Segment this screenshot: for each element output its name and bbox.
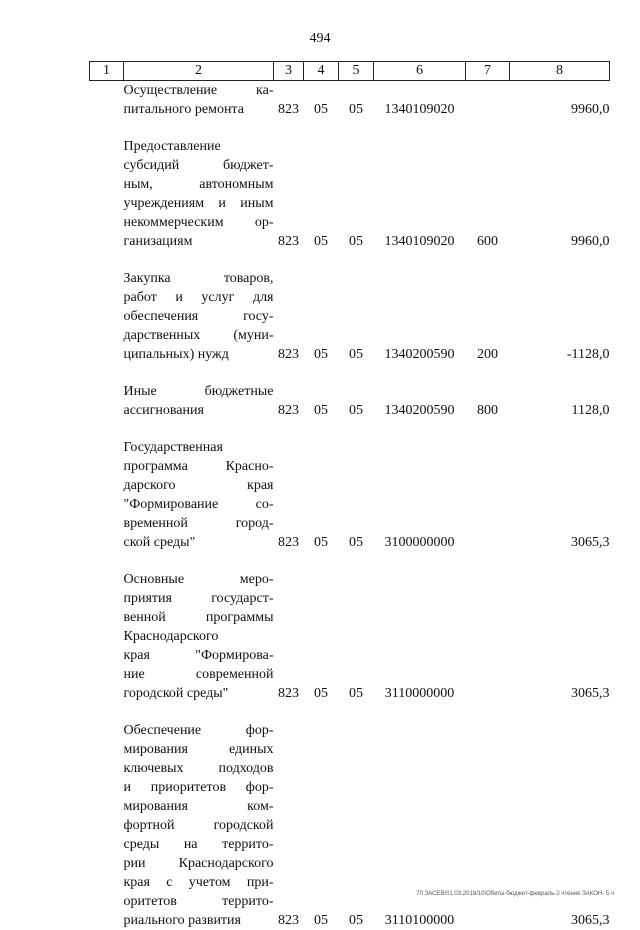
table-row: [90, 570, 610, 703]
spacer-cell: [90, 552, 610, 570]
target-article-cell: 3110000000: [374, 570, 466, 703]
target-article-cell: 1340200590: [374, 269, 466, 364]
table-row: [90, 721, 610, 930]
col-1-cell: [90, 382, 124, 420]
column-header: 8: [510, 62, 610, 81]
item-name-cell: [124, 81, 274, 120]
ministry-code-cell: 823: [274, 137, 304, 251]
item-name-line: приятия государст-: [124, 589, 274, 608]
table-row: [90, 81, 610, 120]
item-name-line: некоммерческим ор-: [124, 213, 274, 232]
ministry-code-cell: 823: [274, 570, 304, 703]
item-name-line: ключевых подходов: [124, 759, 274, 778]
target-article-cell: 1340200590: [374, 382, 466, 420]
subsection-code-cell: 05: [339, 721, 374, 930]
target-article-cell: 1340109020: [374, 137, 466, 251]
row-spacer: [90, 364, 610, 382]
ministry-code-cell: 823: [274, 81, 304, 120]
section-code-cell: 05: [304, 81, 339, 120]
item-name-line: рии Краснодарского: [124, 854, 274, 873]
spacer-cell: [90, 420, 610, 438]
section-code-cell: 05: [304, 137, 339, 251]
expense-type-cell: 800: [466, 382, 510, 420]
subsection-code-cell: 05: [339, 81, 374, 120]
section-code-cell: 05: [304, 721, 339, 930]
item-name-line: ганизациям: [124, 232, 274, 251]
table-row: [90, 269, 610, 364]
item-name-line: городской среды": [124, 684, 274, 703]
column-header: 2: [124, 62, 274, 81]
item-name-line: риального развития: [124, 911, 274, 930]
item-name-line: Основные меро-: [124, 570, 274, 589]
item-name-line: Краснодарского: [124, 627, 274, 646]
item-name-cell: [124, 382, 274, 420]
item-name-line: Иные бюджетные: [124, 382, 274, 401]
budget-table: [89, 61, 610, 930]
ministry-code-cell: 823: [274, 438, 304, 552]
item-name-line: ассигнования: [124, 401, 274, 420]
section-code-cell: 05: [304, 269, 339, 364]
item-name-line: ципальных) нужд: [124, 345, 274, 364]
col-1-cell: [90, 570, 124, 703]
item-name-line: Осуществление ка-: [124, 81, 274, 100]
expense-type-cell: [466, 438, 510, 552]
col-1-cell: [90, 137, 124, 251]
target-article-cell: 1340109020: [374, 81, 466, 120]
column-header: 3: [274, 62, 304, 81]
spacer-cell: [90, 364, 610, 382]
item-name-line: дарственных (муни-: [124, 326, 274, 345]
section-code-cell: 05: [304, 438, 339, 552]
item-name-line: субсидий бюджет-: [124, 156, 274, 175]
amount-cell: -1128,0: [510, 269, 610, 364]
expense-type-cell: [466, 721, 510, 930]
ministry-code-cell: 823: [274, 721, 304, 930]
column-header: 5: [339, 62, 374, 81]
item-name-line: учреждениям и иным: [124, 194, 274, 213]
table-row: [90, 137, 610, 251]
target-article-cell: 3100000000: [374, 438, 466, 552]
item-name-line: края с учетом при-: [124, 873, 274, 892]
item-name-cell: [124, 269, 274, 364]
subsection-code-cell: 05: [339, 570, 374, 703]
column-header: 1: [90, 62, 124, 81]
item-name-line: обеспечения госу-: [124, 307, 274, 326]
expense-type-cell: 200: [466, 269, 510, 364]
expense-type-cell: [466, 81, 510, 120]
item-name-line: работ и услуг для: [124, 288, 274, 307]
item-name-line: Закупка товаров,: [124, 269, 274, 288]
item-name-line: ние современной: [124, 665, 274, 684]
item-name-line: Государственная: [124, 438, 274, 457]
row-spacer: [90, 552, 610, 570]
amount-cell: 3065,3: [510, 721, 610, 930]
item-name-line: края "Формирова-: [124, 646, 274, 665]
row-spacer: [90, 251, 610, 269]
column-header: 4: [304, 62, 339, 81]
col-1-cell: [90, 438, 124, 552]
expense-type-cell: [466, 570, 510, 703]
item-name-line: Предоставление: [124, 137, 274, 156]
item-name-line: мирования единых: [124, 740, 274, 759]
row-spacer: [90, 703, 610, 721]
col-1-cell: [90, 81, 124, 120]
page-number: 494: [0, 31, 640, 47]
ministry-code-cell: 823: [274, 269, 304, 364]
table-body: [90, 81, 610, 930]
amount-cell: 9960,0: [510, 81, 610, 120]
subsection-code-cell: 05: [339, 137, 374, 251]
item-name-line: "Формирование со-: [124, 495, 274, 514]
target-article-cell: 3110100000: [374, 721, 466, 930]
col-1-cell: [90, 269, 124, 364]
item-name-line: ным, автономным: [124, 175, 274, 194]
item-name-line: программа Красно-: [124, 457, 274, 476]
spacer-cell: [90, 703, 610, 721]
amount-cell: 3065,3: [510, 570, 610, 703]
column-header: 7: [466, 62, 510, 81]
item-name-line: венной программы: [124, 608, 274, 627]
amount-cell: 9960,0: [510, 137, 610, 251]
col-1-cell: [90, 721, 124, 930]
spacer-cell: [90, 251, 610, 269]
spacer-cell: [90, 119, 610, 137]
subsection-code-cell: 05: [339, 438, 374, 552]
item-name-cell: [124, 438, 274, 552]
column-header: 6: [374, 62, 466, 81]
item-name-cell: [124, 721, 274, 930]
table-row: [90, 382, 610, 420]
item-name-line: мирования ком-: [124, 797, 274, 816]
item-name-line: среды на террито-: [124, 835, 274, 854]
column-number-header-row: [90, 62, 610, 81]
document-footer: 70 ЗАСЕВ/01.03.2018/10\Обеты-бюджет-февраль-2 чтение ЗАКОН- 5 ч: [416, 891, 614, 897]
item-name-line: Обеспечение фор-: [124, 721, 274, 740]
item-name-line: дарского края: [124, 476, 274, 495]
table-row: [90, 438, 610, 552]
subsection-code-cell: 05: [339, 269, 374, 364]
expense-type-cell: 600: [466, 137, 510, 251]
row-spacer: [90, 119, 610, 137]
section-code-cell: 05: [304, 570, 339, 703]
row-spacer: [90, 420, 610, 438]
section-code-cell: 05: [304, 382, 339, 420]
item-name-cell: [124, 570, 274, 703]
amount-cell: 1128,0: [510, 382, 610, 420]
item-name-line: временной город-: [124, 514, 274, 533]
subsection-code-cell: 05: [339, 382, 374, 420]
amount-cell: 3065,3: [510, 438, 610, 552]
item-name-cell: [124, 137, 274, 251]
item-name-line: оритетов террито-: [124, 892, 274, 911]
item-name-line: и приоритетов фор-: [124, 778, 274, 797]
item-name-line: фортной городской: [124, 816, 274, 835]
ministry-code-cell: 823: [274, 382, 304, 420]
item-name-line: питального ремонта: [124, 100, 274, 119]
item-name-line: ской среды": [124, 533, 274, 552]
